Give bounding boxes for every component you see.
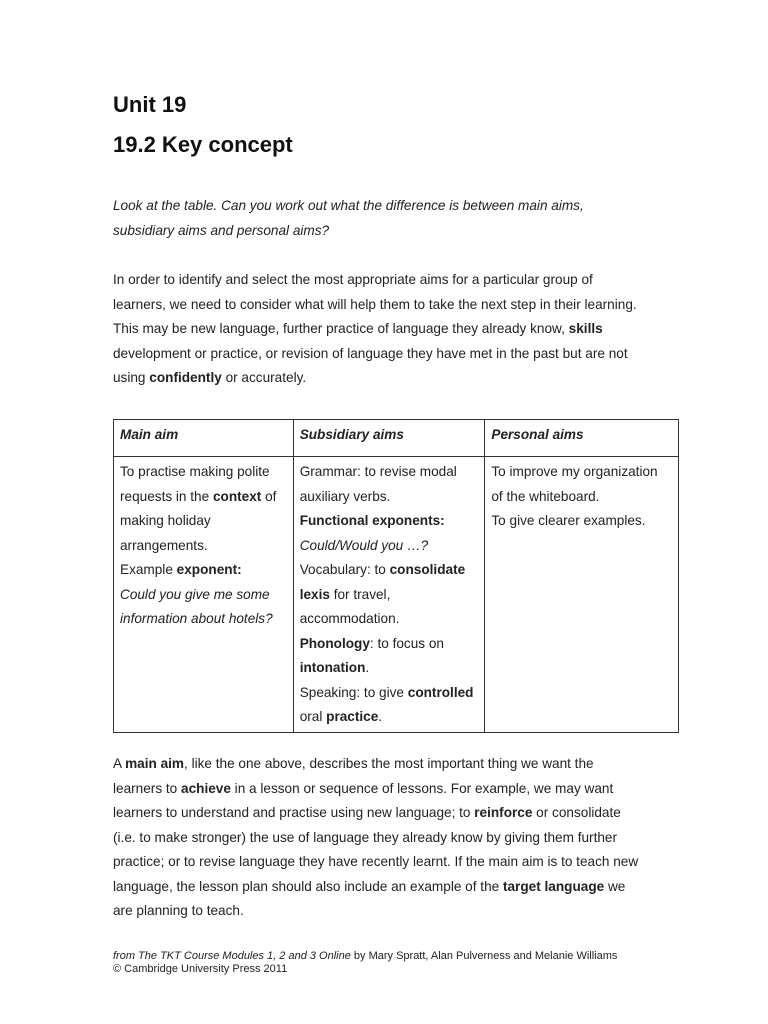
key-term: main aim — [125, 756, 185, 771]
cell-line — [300, 656, 479, 681]
paragraph-line — [113, 801, 673, 826]
key-term: reinforce — [474, 805, 533, 820]
paragraph-line: learners, we need to consider what will help them to take the next step in their learning. — [113, 296, 637, 312]
text-run: learners to — [113, 780, 182, 796]
paragraph-line — [113, 875, 673, 900]
paragraph-line: In order to identify and select the most appropriate aims for a particular group of — [113, 272, 593, 287]
text-run: Example — [120, 562, 177, 577]
paragraph-line: (i.e. to make stronger) the use of language they already know by giving them further — [113, 829, 617, 845]
source-citation — [113, 950, 693, 976]
paragraph-line — [113, 366, 673, 391]
cell-line — [120, 485, 287, 510]
text-run: requests in the — [120, 488, 213, 504]
citation-line — [113, 950, 693, 963]
book-title: from The TKT Course Modules 1, 2 and 3 Online — [113, 950, 351, 962]
paragraph-line — [113, 777, 673, 802]
text-run: A — [113, 756, 126, 771]
text-run: learners to understand and practise using new language; to — [113, 805, 475, 820]
key-term: skills — [568, 321, 603, 336]
text-run: of — [261, 488, 277, 504]
text-run: , like the one above, describes the most important thing we want the — [184, 756, 594, 771]
text-run: language, the lesson plan should also include an example of the — [113, 878, 503, 894]
text-run: or consolidate — [532, 805, 621, 820]
key-term: controlled — [407, 684, 474, 700]
text-run: we — [604, 878, 626, 894]
cell-line: To practise making polite — [120, 464, 270, 479]
paragraph-line: development or practice, or revision of language they have met in the past but are not — [113, 345, 628, 361]
key-term: target language — [502, 878, 605, 894]
text-run: . — [378, 709, 383, 724]
text-run: using — [113, 370, 150, 385]
cell-line: accommodation. — [299, 611, 400, 626]
header-subsidiary-aims: Subsidiary aims — [293, 420, 485, 457]
cell-main-aim — [114, 457, 294, 733]
text-run: oral — [299, 709, 327, 724]
cell-line — [300, 583, 479, 608]
key-term: Functional exponents: — [299, 513, 445, 528]
key-term: confidently — [149, 370, 222, 385]
cell-line — [120, 558, 287, 583]
key-term: exponent: — [176, 562, 242, 577]
paragraph-main-aim — [113, 752, 673, 924]
key-term: lexis — [299, 586, 330, 602]
intro-line: Look at the table. Can you work out what the difference is between main aims, — [113, 198, 584, 213]
header-personal-aims: Personal aims — [485, 420, 679, 457]
text-run: or accurately. — [221, 370, 307, 385]
table-row — [114, 457, 679, 733]
example-line: Could/Would you …? — [299, 537, 429, 553]
section-title: 19.2 Key concept — [113, 132, 293, 157]
cell-line — [300, 632, 479, 657]
text-run: Speaking: to give — [299, 684, 408, 700]
text-run: : to focus on — [369, 635, 444, 651]
text-run: for travel, — [329, 586, 391, 602]
intro-question — [113, 194, 673, 243]
citation-authors: by Mary Spratt, Alan Pulverness and Melanie Williams — [350, 950, 618, 962]
text-run: Vocabulary: to — [299, 562, 390, 577]
key-term: intonation — [299, 660, 366, 675]
cell-line: auxiliary verbs. — [299, 488, 391, 504]
aims-table — [113, 419, 679, 733]
example-line: information about hotels? — [120, 611, 273, 626]
cell-line: arrangements. — [120, 537, 208, 553]
cell-personal-aims — [485, 457, 679, 733]
paragraph-line: are planning to teach. — [113, 903, 244, 918]
key-term: practice — [326, 709, 379, 724]
copyright-line: © Cambridge University Press 2011 — [113, 963, 288, 975]
unit-title: Unit 19 — [113, 92, 187, 117]
cell-line: To improve my organization — [491, 464, 658, 479]
key-term: context — [212, 488, 262, 504]
text-run: . — [365, 660, 370, 675]
cell-line — [300, 558, 479, 583]
table-header-row — [114, 420, 679, 457]
cell-line — [300, 681, 479, 706]
cell-line — [300, 705, 479, 730]
cell-line: of the whiteboard. — [491, 488, 600, 504]
example-line: Could you give me some — [120, 586, 270, 602]
cell-line: To give clearer examples. — [491, 513, 646, 528]
text-run: in a lesson or sequence of lessons. For example, we may want — [230, 780, 614, 796]
cell-line: Grammar: to revise modal — [299, 464, 457, 479]
cell-line: making holiday — [120, 513, 211, 528]
key-term: achieve — [181, 780, 231, 796]
text-run: This may be new language, further practice of language they already know, — [113, 321, 569, 336]
paragraph-line: practice; or to revise language they have recently learnt. If the main aim is to teach new — [113, 854, 639, 869]
paragraph-aims-selection — [113, 268, 673, 391]
cell-subsidiary-aims — [293, 457, 485, 733]
intro-line: subsidiary aims and personal aims? — [113, 222, 330, 238]
key-term: Phonology — [299, 635, 370, 651]
key-term: consolidate — [389, 562, 466, 577]
header-main-aim: Main aim — [114, 420, 294, 457]
paragraph-line — [113, 752, 673, 777]
paragraph-line — [113, 317, 673, 342]
